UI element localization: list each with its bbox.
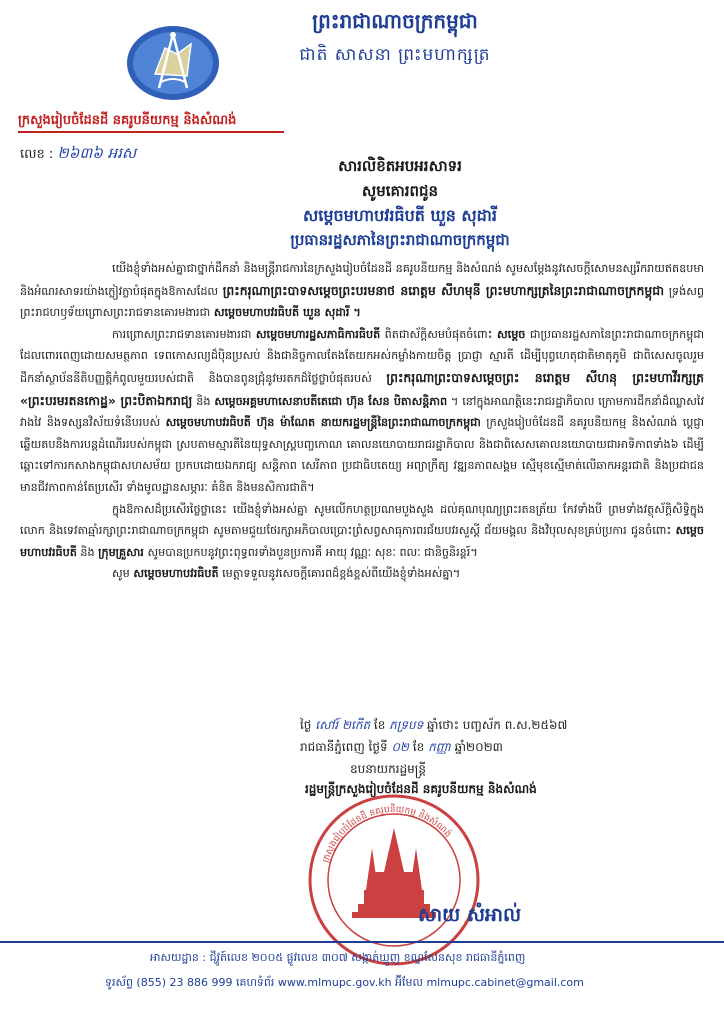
- reference-number: [20, 144, 136, 166]
- p3-text-c: និង: [80, 545, 95, 559]
- p1-king-name: ព្រះករុណាព្រះបាទសម្ដេចព្រះបរមនាថ នរោត្តម សីហមុនី ព្រះមហាក្សត្រនៃព្រះរាជាណាចក្រកម្ពុជា: [222, 282, 665, 298]
- p3-family: ក្រុមគ្រួសារ: [98, 545, 144, 559]
- p4-text-a: សូម: [112, 567, 130, 581]
- p1-text: យើងខ្ញុំទាំងអស់គ្នាជាថ្នាក់ដឹកនាំ និងមន្ត្រីរាជការនៃក្រសួងរៀបចំដែនដី នគរូបនីយកម្ម និងសំណង់ សូមសម្ដែងនូវសេចក្ដីសោមនស្សរីករាយឥតឧបមា និងអំណរសាទរយ៉ាងក្លៀវក្លាបំផុតក្នុងឱកាសដែល: [20, 262, 704, 298]
- ref-number: ២៦៣៦ អរស: [57, 144, 137, 162]
- solar-day: ០២: [391, 740, 410, 754]
- solar-prefix: រាជធានីភ្នំពេញ ថ្ងៃទី: [300, 740, 388, 754]
- kingdom-title: ព្រះរាជាណាចក្រកម្ពុជា: [312, 9, 478, 33]
- national-header: [230, 8, 560, 69]
- svg-text:ក្រសួងរៀបចំដែនដី នគរូបនីយកម្ម: [321, 803, 454, 864]
- p2-king-father: ព្រះករុណាព្រះបាទសម្ដេចព្រះ នរោត្តម សីហនុ ព្រះមហាវីរក្សត្រ «ព្រះបរមរតនកោដ្ឋ» ព្រះបិតាឯករាជ្យ: [20, 369, 704, 408]
- paragraph-1: [20, 258, 704, 324]
- solar-date: [300, 739, 503, 757]
- p2-hun-sen: សម្ដេចអគ្គមហាសេនាបតីតេជោ ហ៊ុន សែន បិតាសន្តិភាព: [214, 394, 448, 408]
- p3-text-a: ក្នុងឱកាសដ៏ប្រសើរថ្លៃថ្លានេះ យើងខ្ញុំទាំងអស់គ្នា សូមលើកហត្ថប្រណមបួងសួង ដល់គុណបុណ្យព្រះរតនត្រ័យ កែវទាំងបី ព្រមទាំងវត្ថុស័ក្ដិសិទ្ធិក្នុងលោក និងទេវតាឆ្មាំរក្សាព្រះរាជាណាចក្រកម្ពុជា សូមតាមជួយថែរក្សាអភិបាលប្រោះព្រំសព្វសាធុការពរជ័យបវរសួស្ដី ជ័យមង្គល និងវិបុលសុខគ្រប់ប្រការ ជូនចំពោះ: [20, 502, 704, 538]
- signatory-name: សាយ សំអាល់: [418, 904, 522, 926]
- ref-label: លេខ :: [20, 147, 54, 162]
- lunar-rest: ឆ្នាំថោះ បញ្ចស័ក ព.ស.២៥៦៧: [427, 718, 568, 732]
- signatory-title: ឧបនាយករដ្ឋមន្ត្រី: [350, 762, 426, 776]
- paragraph-2: [20, 324, 704, 499]
- p3-honorific: សម្ដេចមហាបវរធិបតី: [20, 524, 705, 559]
- lunar-date: [300, 717, 567, 735]
- p4-text-c: មេត្តាទទួលនូវសេចក្ដីគោរពដ៏ខ្ពង់ខ្ពស់ពីយើងខ្ញុំទាំងអស់គ្នា។: [222, 567, 461, 581]
- salutation: សូមគោរពជូន: [361, 182, 439, 200]
- stamp-ring-text: ក្រសួងរៀបចំដែនដី នគរូបនីយកម្ម និងសំណង់: [321, 804, 453, 865]
- p1-honorific: សម្ដេចមហាបវរធិបតី ឃួន សុដារី ។: [213, 306, 361, 320]
- p4-honorific: សម្ដេចមហាបវរធិបតី: [133, 567, 219, 581]
- p2-prime-minister: សម្ដេចមហាបវរធិបតី ហ៊ុន ម៉ាណែត នាយករដ្ឋមន្ត្រីនៃព្រះរាជាណាចក្រកម្ពុជា: [165, 416, 481, 430]
- p2-honorific-short: សម្ដេច: [497, 327, 526, 341]
- footer-divider: [0, 941, 724, 943]
- footer-address: អាសយដ្ឋាន : ជីវ្ហូត៍លេខ ២០០៥ ផ្លូវលេខ ៣០៧ សង្កាត់ឃ្មួញ ខណ្ឌសែនសុខ រាជធានីភ្នំពេញ: [150, 951, 526, 964]
- solar-year: ឆ្នាំ២០២៣: [454, 740, 503, 754]
- letter-title: សារលិខិតអបអរសាទរ: [338, 157, 462, 175]
- lunar-day: សៅរ៍: [315, 718, 339, 732]
- ministry-seal-icon: [125, 24, 221, 102]
- p1-text-2: ទ្រង់សព្វព្រះរាជហឫទ័យព្រោសព្រះរាជទានគោរមងារជា: [20, 284, 704, 320]
- p2-text-i: ។ នៅក្នុងអាណត្តិនេះរាជរដ្ឋាភិបាល ក្រោមការដឹកនាំដ៏ឈ្លាសវៃ វាងវៃ និងទស្សនវិស័យទំនើបរបស់: [20, 394, 705, 430]
- recipient-title: ប្រធានរដ្ឋសភានៃព្រះរាជាណាចក្រកម្ពុជា: [290, 231, 510, 249]
- lunar-month: ភទ្របទ: [389, 718, 424, 732]
- paragraph-4: [20, 563, 704, 585]
- p2-honorific: សម្ដេចមហារដ្ឋសភាធិការធិបតី: [255, 327, 381, 341]
- recipient-name: សម្ដេចមហាបវរធិបតី ឃួន សុដារី: [303, 206, 497, 225]
- p2-text-g: និង: [196, 394, 211, 408]
- p2-text-a: ការព្រោសព្រះរាជទានគោរមងារជា: [112, 327, 252, 341]
- paragraph-3: [20, 499, 704, 564]
- lunar-month-label: ខែ: [373, 718, 386, 732]
- p2-text-e: ជាប្រធានរដ្ឋសភានៃព្រះរាជាណាចក្រកម្ពុជា ដែលពោរពេញដោយសមត្ថភាព ទេពកោសល្យដ៏ប៉ិនប្រសប់ និងជានិច្ចកាលតែងតែយកអស់កម្លាំងកាយចិត្ត ប្រាជ្ញា ស្មារតី ដើម្បីបុព្វហេតុជាតិមាតុភូមិ ជាពិសេសចូលរួមដឹកនាំស្ថាប័ននីតិបញ្ញត្តិកំពូលមួយរបស់ជាតិ និងបានពូនជ្រុំនូវមរតកដ៏ថ្លៃថ្លាបំផុតរបស់: [20, 327, 705, 385]
- p3-text-e: សូមបានប្រកបនូវព្រះពុទ្ធពរទាំងបួនប្រការគឺ អាយុ វណ្ណៈ សុខៈ ពលៈ ជានិច្ចនិរន្តរ៍។: [147, 545, 478, 559]
- letter-body: [20, 258, 704, 585]
- solar-month: កញ្ញា: [428, 740, 451, 754]
- national-motto: ជាតិ សាសនា ព្រះមហាក្សត្រ: [299, 45, 491, 65]
- lunar-prefix: ថ្ងៃ: [300, 718, 312, 732]
- ministry-name: ក្រសួងរៀបចំដែនដី នគរូបនីយកម្ម និងសំណង់: [18, 113, 237, 128]
- ministry-underline: [18, 131, 284, 133]
- solar-month-label: ខែ: [412, 740, 425, 754]
- p2-text-c: ពិតជាស័ក្ដិសមបំផុតចំពោះ: [384, 327, 493, 341]
- lunar-num: ២កើត: [341, 718, 371, 732]
- signatory-role: រដ្ឋមន្ត្រីក្រសួងរៀបចំដែនដី នគរូបនីយកម្ម និងសំណង់: [305, 782, 537, 796]
- p2-text-k: ក្រសួងរៀបចំដែនដី នគរូបនីយកម្ម និងសំណង់ ប្ដេជ្ញាឆ្លើយតបនឹងការបន្តដំណើររបស់កម្ពុជា ស្របតាមស្មារតីនៃយុទ្ធសាស្ត្របញ្ចកោណ គោលនយោបាយរាជរដ្ឋាភិបាល និងជាពិសេសគោលនយោបាយជាអាទិភាពទាំង៦ ដើម្បីឆ្ពោះទៅការកសាងកម្ពុជាសហសម័យ ប្រកបដោយឯករាជ្យ សន្តិភាព សេរីភាព ប្រជាធិបតេយ្យ អព្យាក្រឹត្យ វឌ្ឍនភាពសង្គម ស្មើមុខស្មើមាត់លើឆាកអន្តរជាតិ និងប្រជាជនមានជីវភាពកាន់តែប្រសើរ ទាំងមូលដ្ឋានសម្ភារៈ គំនិត និងមនសិការជាតិ។: [20, 416, 705, 494]
- footer-contact: ទូរស័ព្ទ (855) 23 886 999 គេហទំព័រ www.mlmupc.gov.kh អ៊ីមែល mlmupc.cabinet@gmail.com: [105, 976, 584, 989]
